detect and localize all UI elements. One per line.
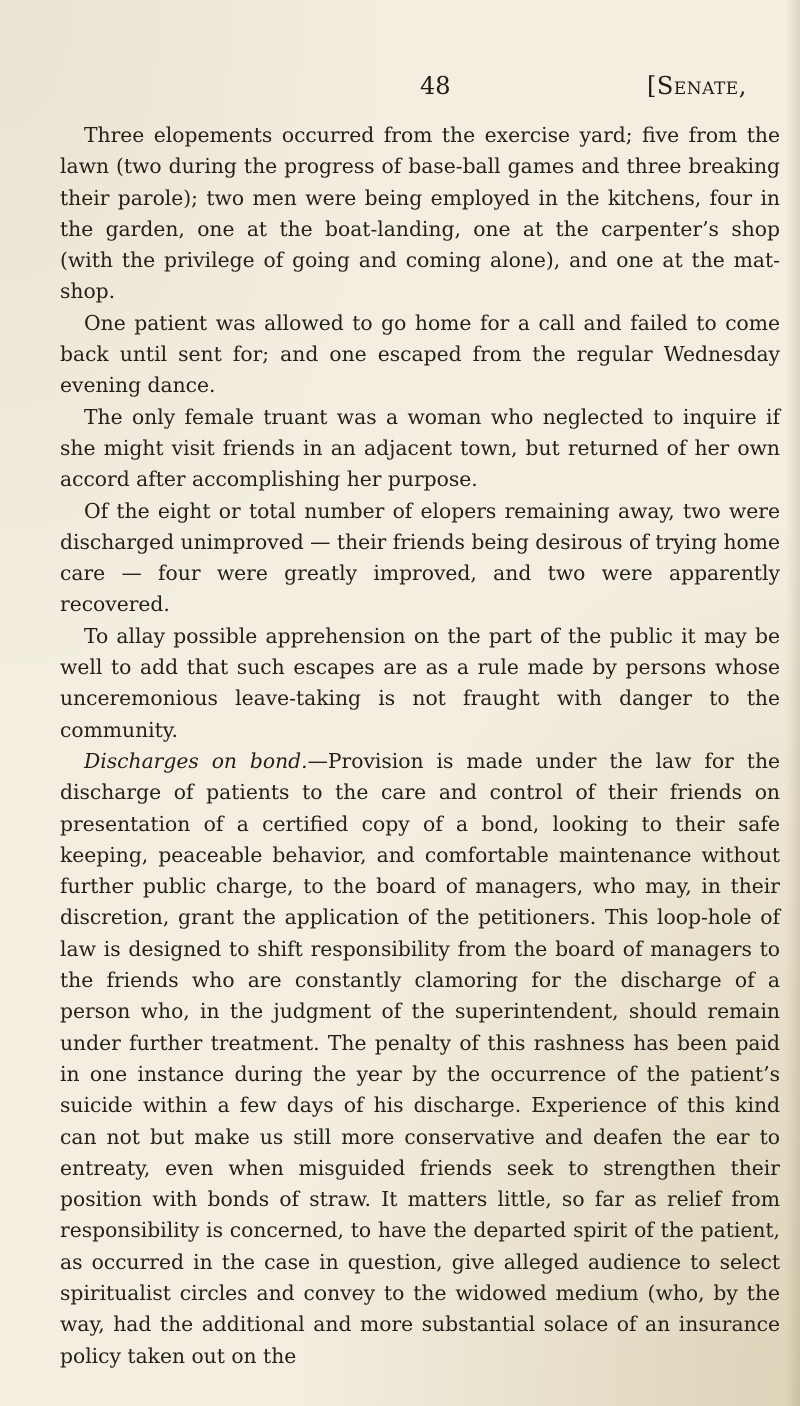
paragraph-apprehension: To allay possible apprehension on the part of the public it may be well to add that such escapes are as a rule made by persons whose unceremonious leave-taking is not fraught with danger to the community. [60, 623, 780, 742]
page-header [0, 72, 800, 112]
paragraph-elopers-remaining: Of the eight or total number of elopers remaining away, two were discharged unimproved — their friends being desirous of trying home care — four were greatly improved, and two were apparently recovered. [60, 498, 780, 617]
paragraph-female-truant: The only female truant was a woman who neglected to inquire if she might visit friends in an adjacent town, but returned of her own accord after accomplishing her purpose. [60, 404, 780, 492]
running-head-bracket: [ [647, 72, 657, 100]
paragraph-discharges-on-bond [60, 746, 780, 1372]
paragraph-elopements: Three elopements occurred from the exercise yard; five from the lawn (two during the progress of base-ball games and three breaking their parole); two men were being employed in the kitchens, four in the garden, one at the boat-landing, one at the carpenter’s shop (with the privilege of going and coming alone), and one at the mat-shop. [60, 123, 780, 304]
page-number: 48 [420, 72, 451, 100]
discharges-text: —Provision is made under the law for the discharge of patients to the care and control of their friends on presentation of a certified copy of a bond, looking to their safe keeping, peaceable behavior, and comfortable maintenance without further public charge, to the board of managers, who may, in their discretion, grant the application of the petitioners. This loop-hole of law is designed to shift responsibility from the board of managers to the friends who are constantly clamoring for the discharge of a person who, in the judgment of the superintendent, should remain under further treatment. The penalty of this rashness has been paid in one instance during the year by the occurrence of the patient’s suicide within a few days of his discharge. Experience of this kind can not but make us still more conservative and deafen the ear to entreaty, even when misguided friends seek to strengthen their position with bonds of straw. It matters little, so far as relief from responsibility is concerned, to have the departed spirit of the patient, as occurred in the case in question, give alleged audience to select spiritualist circles and convey to the widowed medium (who, by the way, had the additional and more substantial solace of an insurance policy taken out on the [60, 748, 781, 1368]
page-edge-shadow [786, 0, 800, 1406]
section-heading-discharges: Discharges on bond. [84, 748, 308, 773]
running-head-word: Senate, [656, 72, 747, 100]
running-head [647, 72, 747, 100]
paragraph-patient-home: One patient was allowed to go home for a call and failed to come back until sent for; and one escaped from the regular Wednesday evening dance. [60, 310, 780, 398]
body-text [60, 120, 780, 1372]
